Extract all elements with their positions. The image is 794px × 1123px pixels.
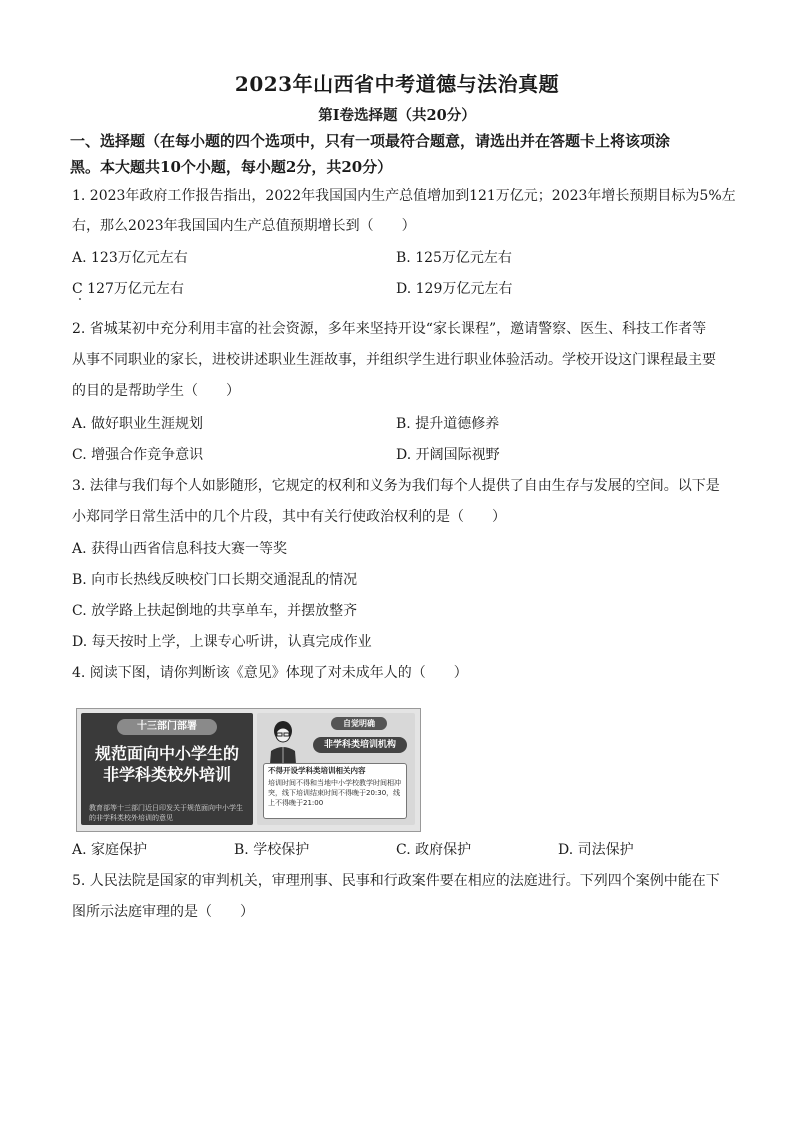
poster-left-panel [81,713,253,825]
question-2-option-c[interactable]: C. 增强合作竞争意识 [72,447,204,463]
question-4-line: 4. 阅读下图，请你判断该《意见》体现了对未成年人的（ ） [72,665,468,681]
question-1-option-d[interactable]: D. 129万亿元左右 [396,281,513,297]
question-3-line: 小郑同学日常生活中的几个片段，其中有关行使政治权利的是（ ） [72,509,506,525]
question-2-line: 的目的是帮助学生（ ） [72,383,240,399]
question-5-line: 图所示法庭审理的是（ ） [72,904,254,920]
question-1-line: 1. 2023年政府工作报告指出，2022年我国国内生产总值增加到121万亿元；2023年增长预期目标为5%左 [72,188,736,204]
page-title: 2023年山西省中考道德与法治真题 [234,72,560,96]
question-4-option-d[interactable]: D. 司法保护 [558,842,634,858]
poster-left-title-line: 规范面向中小学生的 [94,744,239,763]
poster-left-title [87,743,247,785]
question-2-option-b[interactable]: B. 提升道德修养 [396,416,500,432]
question-5-line: 5. 人民法院是国家的审判机关，审理刑事、民事和行政案件要在相应的法庭进行。下列四个案例中能在下 [72,873,720,889]
question-4-option-b[interactable]: B. 学校保护 [234,842,310,858]
question-4-option-a[interactable]: A. 家庭保护 [72,842,148,858]
question-3-option-b[interactable]: B. 向市长热线反映校门口长期交通混乱的情况 [72,572,358,588]
poster-right-panel [257,713,415,825]
policy-poster-figure [76,708,421,832]
section-instructions [70,128,730,180]
poster-notice-title: 不得开设学科类培训相关内容 [268,766,366,775]
poster-right-badge: 自觉明确 [331,717,387,730]
instructions-line: 一、选择题（在每小题的四个选项中，只有一项最符合题意，请选出并在答题卡上将该项涂 [70,132,671,150]
poster-notice-text: 培训时间不得和当地中小学校教学时间相冲突，线下培训结束时间不得晚于20:30，线上不得晚于21:00 [268,779,401,807]
question-3-line: 3. 法律与我们每个人如影随形，它规定的权利和义务为我们每个人提供了自由生存与发展的空间。以下是 [72,478,720,494]
question-2-option-d[interactable]: D. 开阔国际视野 [396,447,500,463]
question-1-option-a[interactable]: A. 123万亿元左右 [72,250,188,266]
scan-speck [79,298,81,300]
poster-left-badge: 十三部门部署 [117,719,217,735]
question-3-option-c[interactable]: C. 放学路上扶起倒地的共享单车，并摆放整齐 [72,603,358,619]
question-2-option-a[interactable]: A. 做好职业生涯规划 [72,416,204,432]
question-3-option-d[interactable]: D. 每天按时上学，上课专心听讲，认真完成作业 [72,634,372,650]
question-1-option-c[interactable]: C 127万亿元左右 [72,281,184,297]
poster-right-notice [263,763,407,819]
question-1-line: 右，那么2023年我国国内生产总值预期增长到（ ） [72,218,416,234]
poster-right-banner: 非学科类培训机构 [313,737,407,753]
question-3-option-a[interactable]: A. 获得山西省信息科技大赛一等奖 [72,541,288,557]
question-4-option-c[interactable]: C. 政府保护 [396,842,472,858]
question-2-line: 2. 省城某初中充分利用丰富的社会资源，多年来坚持开设“家长课程”，邀请警察、医生、科技工作者等 [72,321,707,337]
question-1-option-b[interactable]: B. 125万亿元左右 [396,250,512,266]
poster-left-caption: 教育部等十三部门近日印发关于规范面向中小学生的非学科类校外培训的意见 [89,804,243,822]
section-subtitle: 第Ⅰ卷选择题（共20分） [318,107,476,124]
question-2-line: 从事不同职业的家长，进校讲述职业生涯故事，并组织学生进行职业体验活动。学校开设这门课程最主要 [72,352,716,368]
instructions-line: 黑。本大题共10个小题，每小题2分，共20分） [70,158,393,176]
poster-left-title-line: 非学科类校外培训 [102,765,231,784]
